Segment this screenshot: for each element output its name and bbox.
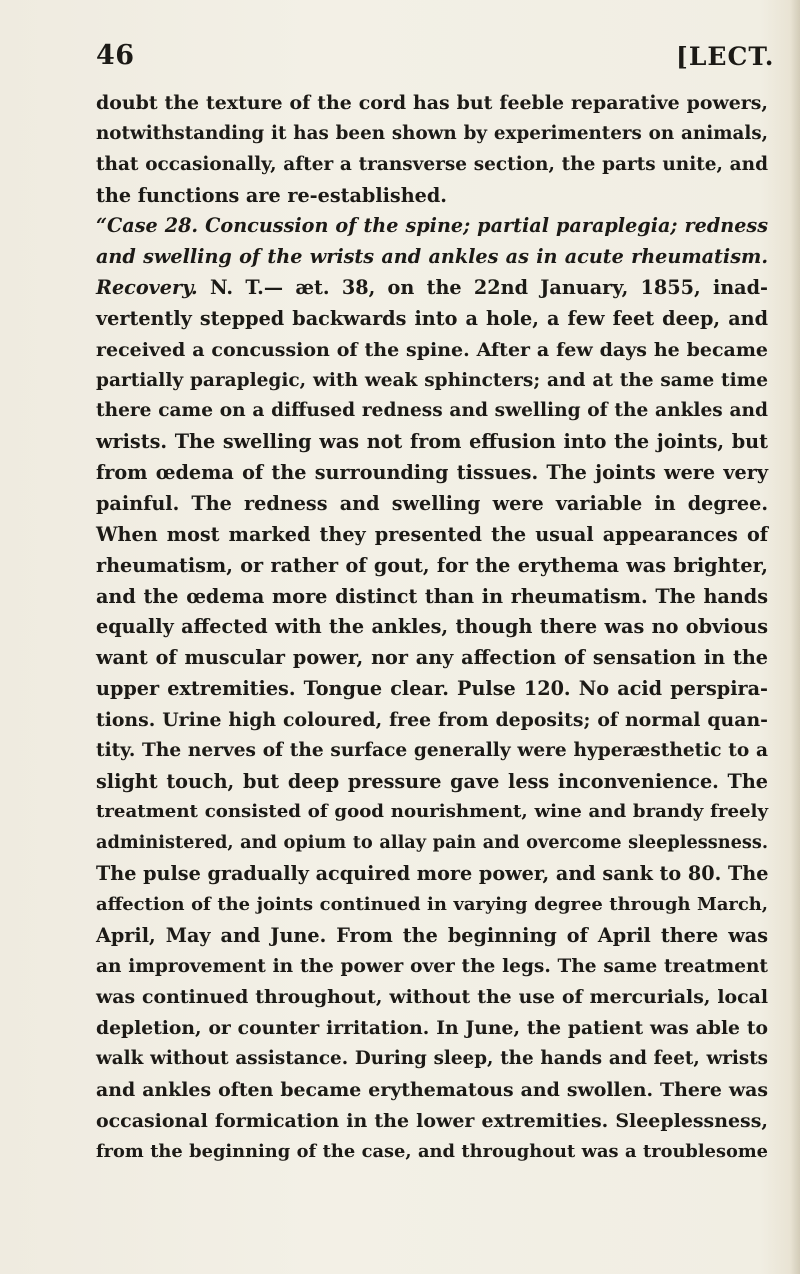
text-line: doubt the texture of the cord has but feeble reparative powers,: [96, 92, 768, 114]
text-line: tions. Urine high coloured, free from deposits; of normal quan-: [96, 708, 768, 731]
text-line: and ankles often became erythematous and swollen. There was: [96, 1079, 768, 1101]
patient-intro: N. T.— æt. 38, on the 22nd January, 1855, inad-: [210, 276, 768, 300]
text-line: affection of the joints continued in varying degree through March,: [96, 893, 768, 915]
body-text: [96, 88, 768, 1168]
text-line: wrists. The swelling was not from effusion into the joints, but: [96, 430, 768, 454]
text-line: occasional formication in the lower extremities. Sleeplessness,: [96, 1109, 768, 1132]
case-title-continued: and swelling of the wrists and ankles as in acute rheumatism.: [96, 245, 768, 269]
text-line: When most marked they presented the usual appearances of: [96, 522, 768, 546]
text-line: received a concussion of the spine. After a few days he became: [96, 338, 768, 361]
text-line: and the œdema more distinct than in rheumatism. The hands: [96, 584, 768, 608]
text-line: partially paraplegic, with weak sphincters; and at the same time: [96, 369, 768, 391]
text-line: depletion, or counter irritation. In June, the patient was able to: [96, 1017, 768, 1040]
text-line: walk without assistance. During sleep, the hands and feet, wrists: [96, 1048, 768, 1070]
page-number: 46: [96, 40, 135, 71]
case-number: “Case 28.: [96, 214, 199, 238]
text-line: from the beginning of the case, and throughout was a troublesome: [96, 1140, 768, 1162]
case-outcome: Recovery.: [96, 276, 198, 300]
text-line: there came on a diffused redness and swelling of the ankles and: [96, 400, 768, 422]
text-line: an improvement in the power over the legs. The same treatment: [96, 955, 768, 977]
case-title: Concussion of the spine; partial paraplegia; redness: [205, 214, 769, 238]
text-line: the functions are re-established.: [96, 183, 447, 207]
text-line: treatment consisted of good nourishment, wine and brandy freely: [96, 801, 768, 823]
running-head: [LECT.: [676, 42, 775, 71]
text-line: from œdema of the surrounding tissues. The joints were very: [96, 461, 768, 485]
text-line: tity. The nerves of the surface generally were hyperæsthetic to a: [96, 739, 768, 761]
page-edge-shadow: [790, 0, 800, 1274]
text-line: painful. The redness and swelling were variable in degree.: [96, 491, 768, 515]
text-line: want of muscular power, nor any affection of sensation in the: [96, 646, 768, 670]
text-line: vertently stepped backwards into a hole, a few feet deep, and: [96, 306, 768, 330]
text-line: April, May and June. From the beginning of April there was: [96, 923, 768, 947]
text-line: slight touch, but deep pressure gave less inconvenience. The: [96, 769, 768, 793]
case-heading-line: [96, 211, 768, 242]
text-line: rheumatism, or rather of gout, for the erythema was brighter,: [96, 553, 768, 577]
text-line: notwithstanding it has been shown by experimenters on animals,: [96, 122, 768, 144]
case-intro-line: [96, 273, 768, 304]
text-line: upper extremities. Tongue clear. Pulse 120. No acid perspira-: [96, 677, 768, 701]
text-line: was continued throughout, without the use of mercurials, local: [96, 986, 768, 1009]
text-line: The pulse gradually acquired more power, and sank to 80. The: [96, 862, 769, 886]
page-header: [0, 40, 800, 80]
text-line: administered, and opium to allay pain and overcome sleeplessness.: [96, 832, 768, 854]
text-line: equally affected with the ankles, though there was no obvious: [96, 615, 768, 639]
text-line: that occasionally, after a transverse section, the parts unite, and: [96, 153, 768, 175]
